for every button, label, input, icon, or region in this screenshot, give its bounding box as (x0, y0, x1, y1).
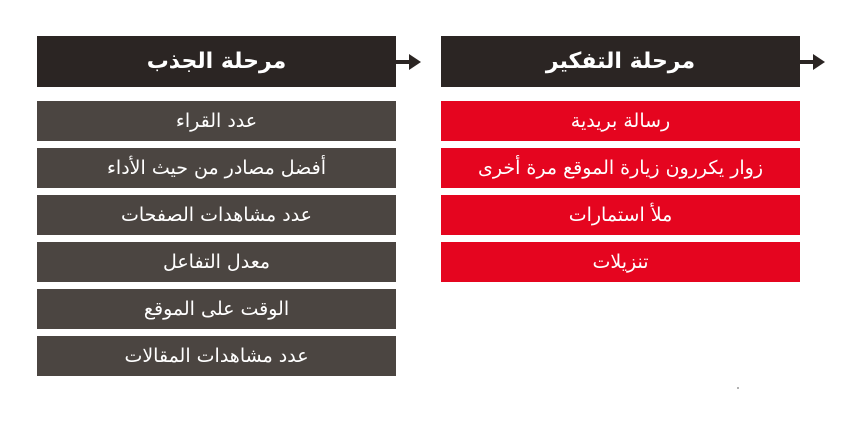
list-item: عدد القراء (37, 101, 396, 141)
list-item: عدد مشاهدات المقالات (37, 336, 396, 376)
decorative-dot (737, 387, 739, 389)
arrow-right-icon (396, 54, 421, 70)
list-item: أفضل مصادر من حيث الأداء (37, 148, 396, 188)
consideration-stage-title: مرحلة التفكير (545, 49, 696, 74)
arrow-right-icon (800, 54, 825, 70)
arrow-head (813, 54, 825, 70)
arrow-head (409, 54, 421, 70)
consideration-stage-header (441, 36, 800, 87)
attraction-stage-title: مرحلة الجذب (146, 49, 287, 74)
attraction-stage-header (37, 36, 396, 87)
list-item: ملأ استمارات (441, 195, 800, 235)
attraction-stage-list (37, 101, 396, 376)
list-item: عدد مشاهدات الصفحات (37, 195, 396, 235)
list-item: معدل التفاعل (37, 242, 396, 282)
attraction-stage-column (37, 36, 396, 383)
list-item: الوقت على الموقع (37, 289, 396, 329)
list-item: زوار يكررون زيارة الموقع مرة أخرى (441, 148, 800, 188)
list-item: تنزيلات (441, 242, 800, 282)
consideration-stage-list (441, 101, 800, 282)
list-item: رسالة بريدية (441, 101, 800, 141)
consideration-stage-column (441, 36, 800, 289)
